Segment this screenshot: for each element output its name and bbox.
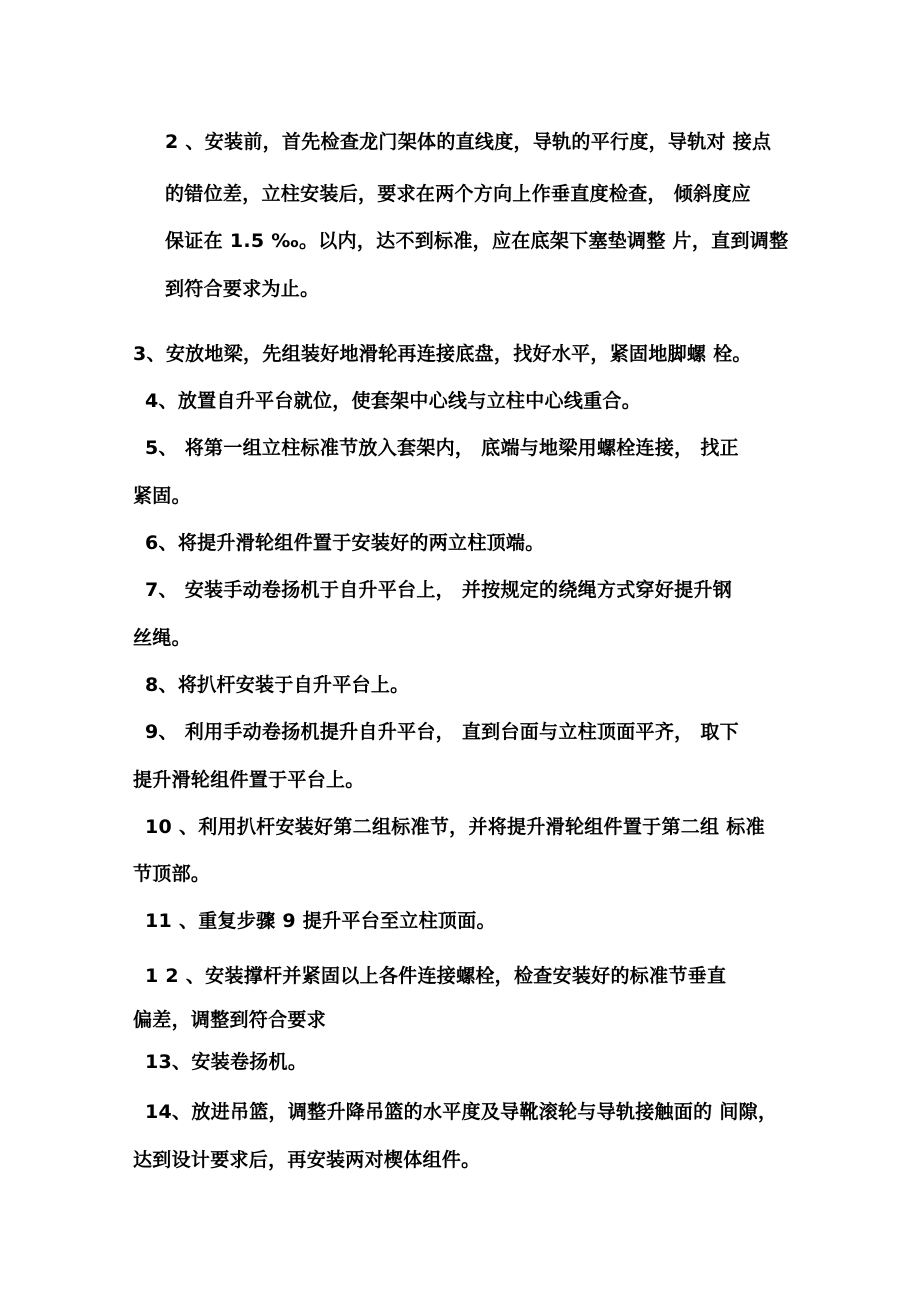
step-11-line-1: 11 、重复步骤 9 提升平台至立柱顶面。 bbox=[145, 910, 496, 932]
step-9-line-2: 提升滑轮组件置于平台上。 bbox=[133, 769, 365, 791]
step-3-line-1: 3、安放地梁，先组装好地滑轮再连接底盘，找好水平，紧固地脚螺 栓。 bbox=[133, 343, 752, 365]
step-8-line-1: 8、将扒杆安装于自升平台上。 bbox=[145, 674, 410, 696]
step-14-line-1: 14、放进吊篮，调整升降吊篮的水平度及导靴滚轮与导轨接触面的 间隙， bbox=[145, 1101, 778, 1123]
step-2-line-1: 2 、安装前，首先检查龙门架体的直线度，导轨的平行度，导轨对 接点 bbox=[165, 131, 772, 153]
step-9-line-1: 9、 利用手动卷扬机提升自升平台， 直到台面与立柱顶面平齐， 取下 bbox=[145, 721, 739, 743]
step-14-line-2: 达到设计要求后，再安装两对楔体组件。 bbox=[133, 1149, 481, 1171]
step-5-line-1: 5、 将第一组立柱标准节放入套架内， 底端与地梁用螺栓连接， 找正 bbox=[145, 437, 739, 459]
step-4-line-1: 4、放置自升平台就位，使套架中心线与立柱中心线重合。 bbox=[145, 390, 642, 412]
step-10-line-1: 10 、利用扒杆安装好第二组标准节，并将提升滑轮组件置于第二组 标准 bbox=[145, 816, 765, 838]
step-12-line-1: 1 2 、安装撑杆并紧固以上各件连接螺栓，检查安装好的标准节垂直 bbox=[145, 965, 727, 987]
step-2-line-2: 的错位差，立柱安装后，要求在两个方向上作垂直度检查， 倾斜度应 bbox=[165, 183, 751, 205]
step-12-line-2: 偏差，调整到符合要求 bbox=[133, 1009, 327, 1031]
step-6-line-1: 6、将提升滑轮组件置于安装好的两立柱顶端。 bbox=[145, 532, 545, 554]
step-2-line-3: 保证在 1.5 ‰。以内，达不到标准，应在底架下塞垫调整 片，直到调整 bbox=[165, 230, 789, 252]
step-13-line-1: 13、安装卷扬机。 bbox=[145, 1051, 308, 1073]
step-10-line-2: 节顶部。 bbox=[133, 863, 211, 885]
step-2-line-4: 到符合要求为止。 bbox=[165, 278, 320, 300]
step-5-line-2: 紧固。 bbox=[133, 485, 191, 507]
step-7-line-2: 丝绳。 bbox=[133, 627, 191, 649]
step-7-line-1: 7、 安装手动卷扬机于自升平台上， 并按规定的绕绳方式穿好提升钢 bbox=[145, 579, 733, 601]
